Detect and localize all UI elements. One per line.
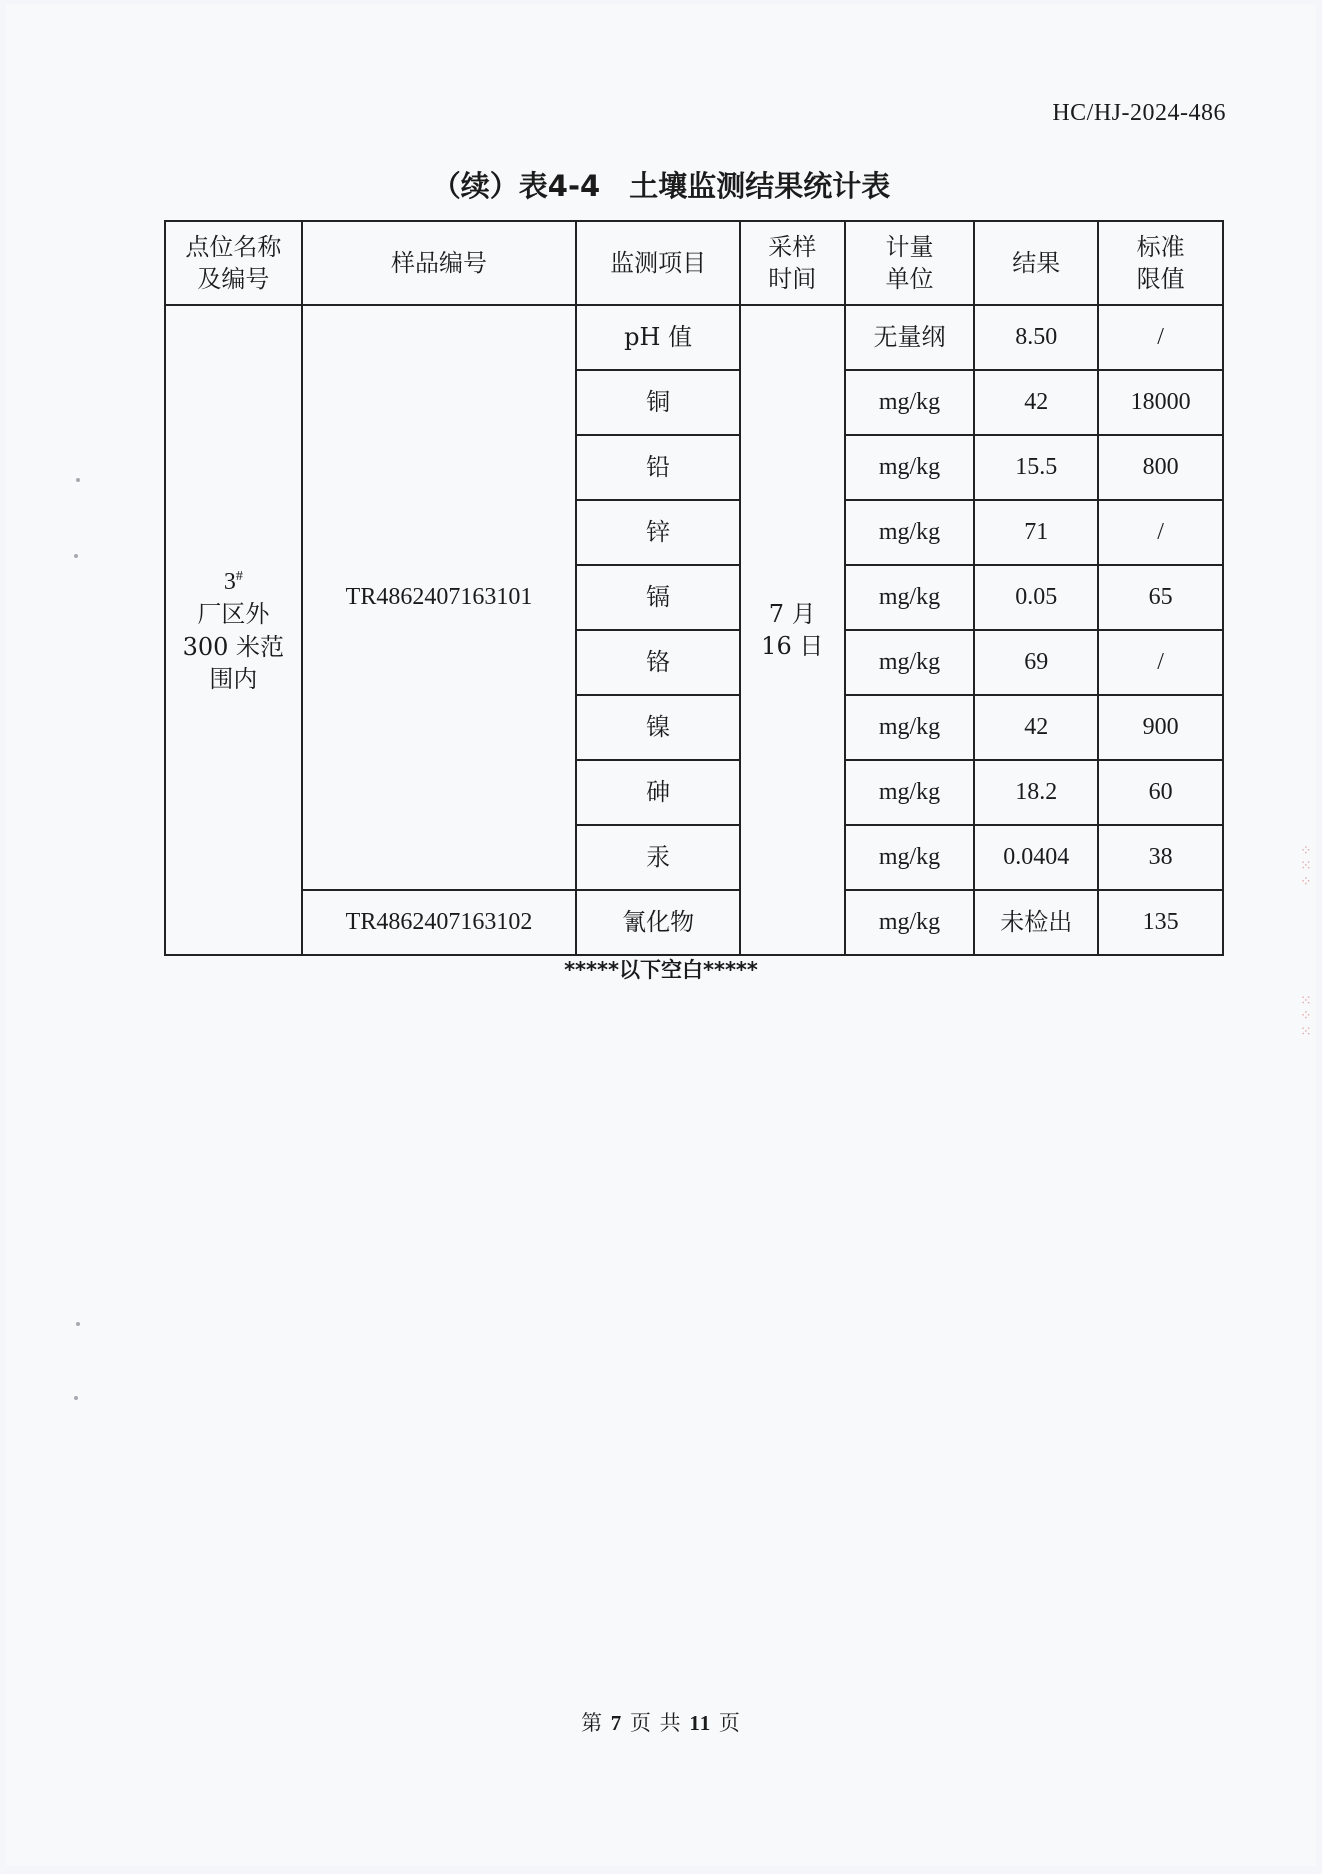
sampling-date-day: 16 日 (761, 632, 824, 660)
standard-cell: 18000 (1098, 370, 1223, 435)
site-line-3: 围内 (209, 664, 258, 693)
site-number (170, 565, 297, 598)
unit-cell: mg/kg (845, 825, 975, 890)
site-line-1: 厂区外 (197, 600, 270, 629)
scan-speck (76, 478, 80, 482)
standard-cell: 38 (1098, 825, 1223, 890)
table-row (165, 305, 1223, 370)
header-site (165, 221, 302, 305)
seal-edge-mark: ⁘ ⁙ ⁘ (1300, 843, 1312, 890)
sample-id-cell-1: TR4862407163101 (302, 305, 577, 890)
item-cell: 锌 (576, 500, 740, 565)
unit-cell: mg/kg (845, 890, 975, 955)
standard-cell: 900 (1098, 695, 1223, 760)
document-code: HC/HJ-2024-486 (1052, 100, 1226, 126)
unit-cell: mg/kg (845, 435, 975, 500)
scan-speck (74, 1396, 78, 1400)
header-standard (1098, 221, 1223, 305)
sample-id-cell-2: TR4862407163102 (302, 890, 577, 955)
result-cell: 未检出 (974, 890, 1098, 955)
footer-middle: 页 共 (629, 1711, 682, 1735)
header-sample-id: 样品编号 (302, 221, 577, 305)
result-cell: 69 (974, 630, 1098, 695)
soil-monitoring-results-table (164, 220, 1224, 956)
item-cell: 铅 (576, 435, 740, 500)
standard-cell: / (1098, 630, 1223, 695)
blank-below-note: *****以下空白***** (564, 958, 758, 982)
item-cell: 砷 (576, 760, 740, 825)
scan-speck (74, 554, 78, 558)
table-header-row (165, 221, 1223, 305)
result-cell: 0.05 (974, 565, 1098, 630)
unit-cell: 无量纲 (845, 305, 975, 370)
result-cell: 8.50 (974, 305, 1098, 370)
item-cell: 镍 (576, 695, 740, 760)
unit-cell: mg/kg (845, 500, 975, 565)
item-cell: 汞 (576, 825, 740, 890)
sampling-date-cell (740, 305, 845, 955)
sampling-date-month: 7 月 (768, 599, 816, 628)
header-sampling-time-line-2: 时间 (768, 265, 817, 293)
header-standard-line-2: 限值 (1136, 265, 1185, 293)
item-cell: 氰化物 (576, 890, 740, 955)
result-cell: 42 (974, 695, 1098, 760)
standard-cell: 60 (1098, 760, 1223, 825)
site-line-2: 300 米范 (182, 632, 285, 661)
result-cell: 42 (974, 370, 1098, 435)
site-cell (165, 305, 302, 955)
unit-cell: mg/kg (845, 695, 975, 760)
header-sampling-time-line-1: 采样 (768, 232, 817, 261)
footer-prefix: 第 (581, 1711, 604, 1735)
site-number-value: 3 (223, 568, 236, 595)
unit-cell: mg/kg (845, 760, 975, 825)
footer-suffix: 页 (718, 1711, 741, 1735)
header-unit-line-1: 计量 (885, 232, 934, 261)
document-page (6, 4, 1316, 1866)
header-item: 监测项目 (576, 221, 740, 305)
standard-cell: 135 (1098, 890, 1223, 955)
header-standard-line-1: 标准 (1136, 232, 1185, 261)
header-site-line-1: 点位名称 (185, 232, 282, 261)
unit-cell: mg/kg (845, 630, 975, 695)
scan-speck (76, 1322, 80, 1326)
footer-page-number: 7 (610, 1711, 623, 1735)
table-row (165, 890, 1223, 955)
standard-cell: / (1098, 305, 1223, 370)
header-sampling-time (740, 221, 845, 305)
result-cell: 15.5 (974, 435, 1098, 500)
header-result: 结果 (974, 221, 1098, 305)
item-cell: pH 值 (576, 305, 740, 370)
site-number-sup: # (235, 568, 243, 584)
standard-cell: 65 (1098, 565, 1223, 630)
table-title: （续）表4-4 土壤监测结果统计表 (431, 169, 891, 203)
unit-cell: mg/kg (845, 370, 975, 435)
item-cell: 铜 (576, 370, 740, 435)
item-cell: 铬 (576, 630, 740, 695)
unit-cell: mg/kg (845, 565, 975, 630)
standard-cell: 800 (1098, 435, 1223, 500)
header-site-line-2: 及编号 (197, 265, 270, 293)
header-unit (845, 221, 975, 305)
header-unit-line-2: 单位 (885, 265, 934, 293)
seal-edge-mark: ⁙ ⁘ ⁙ (1300, 993, 1312, 1040)
result-cell: 71 (974, 500, 1098, 565)
page-footer (6, 1707, 1316, 1737)
item-cell: 镉 (576, 565, 740, 630)
footer-total-pages: 11 (689, 1711, 712, 1735)
result-cell: 18.2 (974, 760, 1098, 825)
result-cell: 0.0404 (974, 825, 1098, 890)
standard-cell: / (1098, 500, 1223, 565)
